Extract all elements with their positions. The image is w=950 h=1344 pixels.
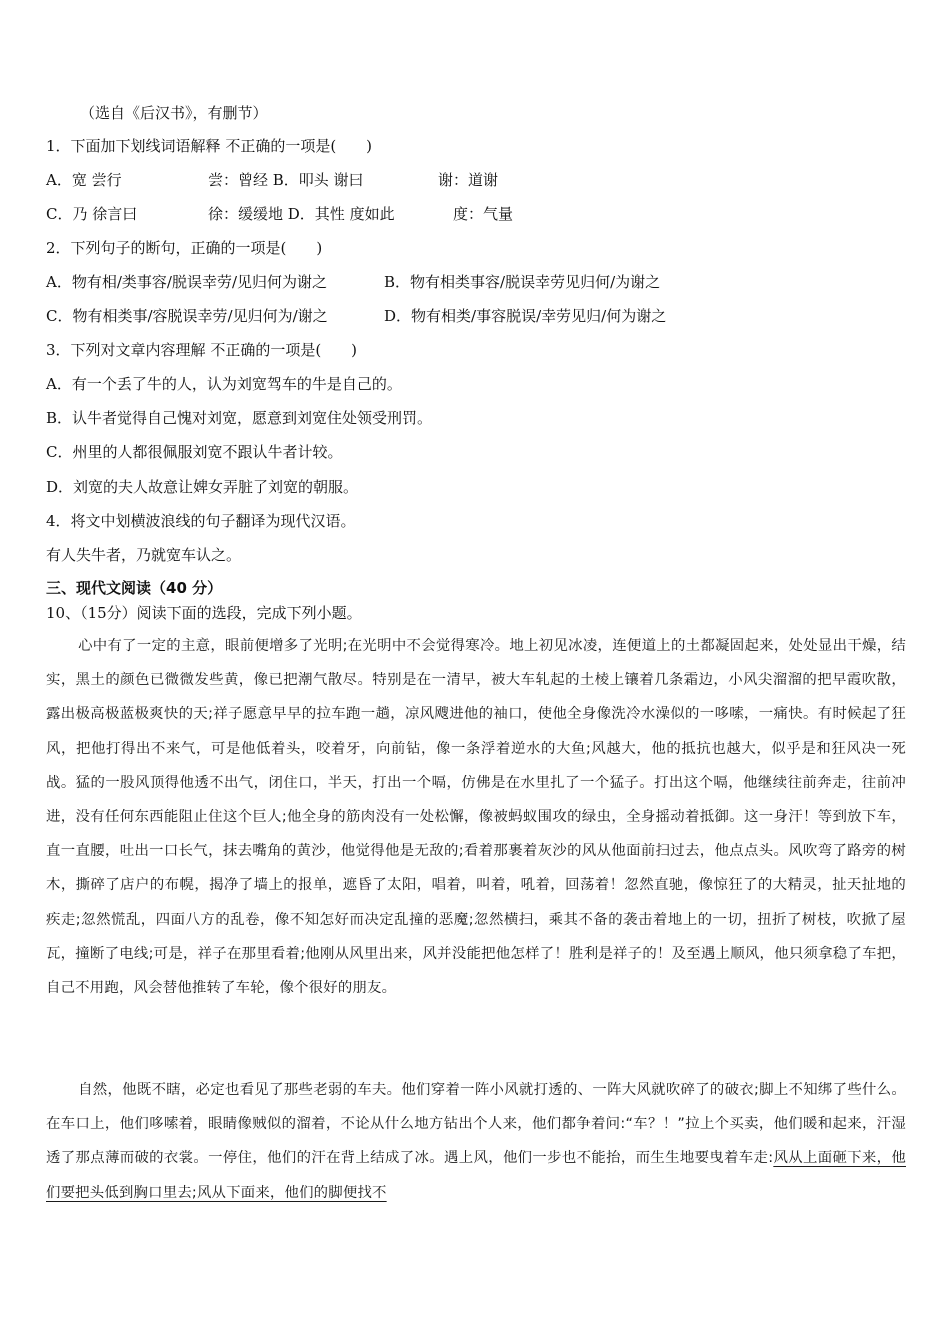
- question-1-option-b-gloss: 谢：道谢: [438, 171, 499, 189]
- passage-paragraph-1-text: 心中有了一定的主意，眼前便增多了光明;在光明中不会觉得寒冷。地上初见冰凌，连便道上的土都凝固起来，处处显出干燥，结实，黑土的颜色已微微发些黄，像已把潮气散尽。特别是在一清早，被大车轧起的土棱上镶着几条霜边，小风尖溜溜的把早霞吹散，露出极高极蓝极爽快的天;祥子愿意早早的拉车跑一趟，凉风飕进他的袖口，使他全身像洗冷水澡似的一哆嗦，一痛快。有时候起了狂风，把他打得出不来气，可是他低着头，咬着牙，向前钻，像一条浮着逆水的大鱼;风越大，他的抵抗也越大，似乎是和狂风决一死战。猛的一股风顶得他透不出气，闭住口，半天，打出一个嗝，仿佛是在水里扎了一个猛子。打出这个嗝，他继续往前奔走，往前冲进，没有任何东西能阻止住这个巨人;他全身的筋肉没有一处松懈，像被蚂蚁围攻的绿虫，全身摇动着抵御。这一身汗！等到放下车，直一直腰，吐出一口长气，抹去嘴角的黄沙，他觉得他是无敌的;看着那裹着灰沙的风从他面前扫过去，他点点头。风吹弯了路旁的树木，撕碎了店户的布幌，揭净了墙上的报单，遮昏了太阳，唱着，叫着，吼着，回荡着！忽然直驰，像惊狂了的大精灵，扯天扯地的疾走;忽然慌乱，四面八方的乱卷，像不知怎好而决定乱撞的恶魔;忽然横扫，乘其不备的袭击着地上的一切，扭折了树枝，吹掀了屋瓦，撞断了电线;可是，祥子在那里看着;他刚从风里出来，风并没能把他怎样了！胜利是祥子的！及至遇上顺风，他只须拿稳了车把，自己不用跑，风会替他推转了车轮，像个很好的朋友。: [46, 638, 906, 997]
- question-2-stem: 2．下列句子的断句，正确的一项是( ): [46, 239, 323, 257]
- passage-paragraph-2-text: 自然，他既不瞎，必定也看见了那些老弱的车夫。他们穿着一阵小风就打透的、一阵大风就吹碎了的破衣;脚上不知绑了些什么。在车口上，他们哆嗦着，眼睛像贼似的溜着，不论从什么地方钻出个人来，他们都争着问:“车？！”拉上个买卖，他们暖和起来，汗湿透了那点薄而破的衣裳。一停住，他们的汗在背上结成了冰。遇上风，他们一步也不能抬，而生生地要曳着车走:: [46, 1082, 906, 1167]
- question-3-option-b: B．认牛者觉得自己愧对刘宽，愿意到刘宽住处领受刑罚。: [46, 409, 433, 427]
- question-1-option-c-d: 徐：缓缓地 D．其性 度如此: [208, 205, 395, 223]
- passage-paragraph-2: [46, 1073, 906, 1210]
- question-3-option-c: C．州里的人都很佩服刘宽不跟认牛者计较。: [46, 443, 343, 461]
- passage-paragraph-1: [46, 629, 906, 1005]
- question-1-option-d-gloss: 度：气量: [453, 205, 514, 223]
- question-2-option-d: D．物有相类/事容脱误/幸劳见归/何为谢之: [384, 307, 667, 325]
- question-1-option-a-b: 尝：曾经 B．叩头 谢曰: [208, 171, 364, 189]
- passage-underlined-sentence: 风从上面砸下来，他们要把头低到胸口里去;风从下面来，他们的脚便找不: [46, 1150, 906, 1201]
- question-1-option-a: A．宽 尝行: [46, 171, 122, 189]
- question-10-stem: 10、（15分）阅读下面的选段，完成下列小题。: [46, 604, 362, 622]
- question-2-option-a: A．物有相/类事容/脱误幸劳/见归何为谢之: [46, 273, 327, 291]
- question-2-option-c: C．物有相类事/容脱误幸劳/见归何为/谢之: [46, 307, 328, 325]
- question-2-option-b: B．物有相类事容/脱误幸劳见归何/为谢之: [384, 273, 661, 291]
- question-3-option-d: D．刘宽的夫人故意让婢女弄脏了刘宽的朝服。: [46, 478, 359, 496]
- question-3-option-a: A．有一个丢了牛的人，认为刘宽驾车的牛是自己的。: [46, 375, 402, 393]
- question-3-stem: 3．下列对文章内容理解 不正确的一项是( ): [46, 341, 358, 359]
- section-3-title: 三、现代文阅读（40 分）: [46, 579, 223, 597]
- source-note: （选自《后汉书》，有删节）: [80, 104, 268, 122]
- question-1-stem: 1．下面加下划线词语解释 不正确的一项是( ): [46, 137, 373, 155]
- question-4-stem: 4．将文中划横波浪线的句子翻译为现代汉语。: [46, 512, 356, 530]
- question-4-sentence: 有人失牛者，乃就宽车认之。: [46, 546, 242, 564]
- question-1-option-c: C．乃 徐言曰: [46, 205, 138, 223]
